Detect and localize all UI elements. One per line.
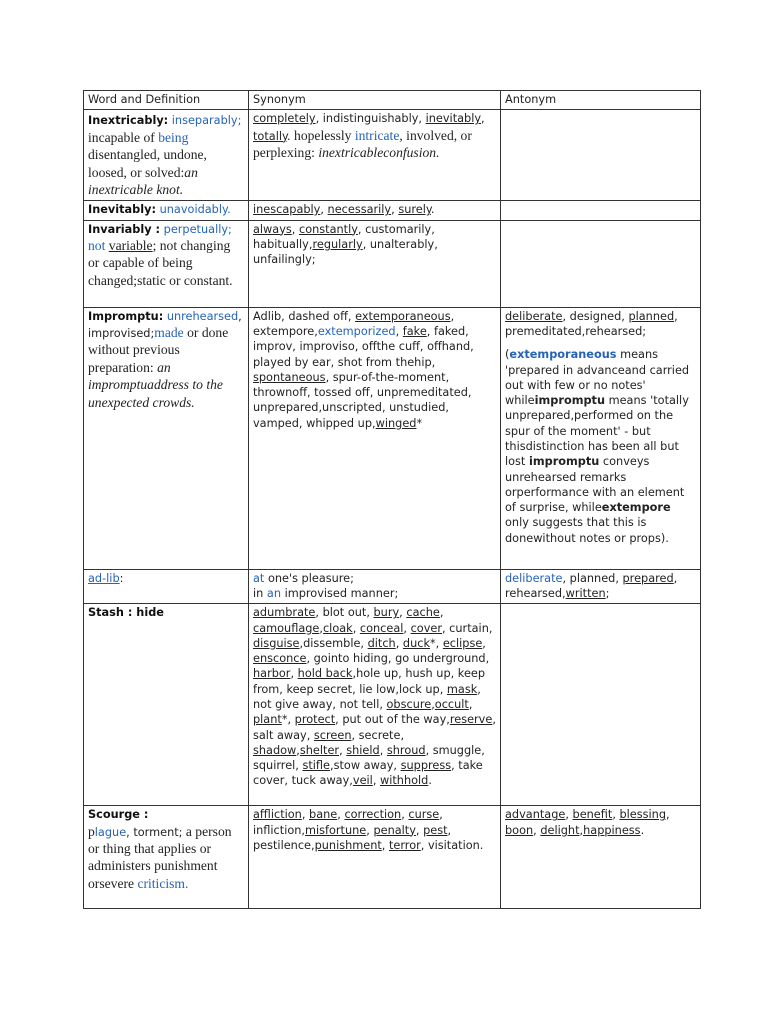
table-row <box>84 201 701 220</box>
text-segment: , <box>291 222 299 236</box>
linked-word: necessarily <box>327 203 392 217</box>
text-segment: conveys unrehearsed remarks orperformance with an element of surprise, while <box>505 455 685 515</box>
linked-word: totally <box>253 129 288 143</box>
text-segment: , improvised; <box>88 309 242 340</box>
linked-word: shield <box>346 743 380 757</box>
linked-word: delight <box>540 823 580 837</box>
antonym-cell <box>501 806 701 909</box>
text-segment: , <box>401 808 409 822</box>
text-segment: , <box>565 808 573 822</box>
text-segment: *, <box>281 713 295 727</box>
linked-word: curse <box>408 808 440 822</box>
text-segment: , <box>415 823 424 837</box>
linked-word: shelter <box>299 743 340 757</box>
text-segment: , smuggle, squirrel, <box>253 743 485 773</box>
text-segment: ,stow away, <box>330 759 401 773</box>
text-segment: , customarily, habitually, <box>253 222 435 251</box>
vocabulary-table <box>83 90 701 909</box>
text-segment: ( <box>505 348 510 362</box>
text-segment: inextricableconfusion. <box>318 145 440 160</box>
text-segment: being <box>158 129 189 145</box>
text-segment: , <box>399 606 407 620</box>
linked-word: cover <box>410 621 442 635</box>
synonym-cell <box>249 569 501 604</box>
text-segment: not <box>88 237 106 253</box>
linked-word: mask <box>446 682 478 696</box>
text-segment: , <box>395 324 403 338</box>
text-segment: , <box>391 203 399 217</box>
linked-word: duck <box>402 636 430 650</box>
linked-word: regularly <box>312 237 363 251</box>
text-segment: , salt away, <box>253 713 496 742</box>
text-segment: means 'totally unprepared,performed on the spur of the moment' - but thisdistinction has been all but lost <box>505 394 689 469</box>
text-segment: perpetually; <box>163 222 232 236</box>
linked-word: cloak <box>322 621 353 635</box>
text-segment: , take cover, tuck away, <box>253 759 483 788</box>
text-segment: hopelessly <box>290 127 355 143</box>
header-synonym: Synonym <box>249 91 501 110</box>
linked-word: planned <box>628 309 675 323</box>
linked-word: affliction <box>253 808 302 822</box>
word-term: Scourge : <box>88 808 149 822</box>
linked-word: variable <box>108 237 153 253</box>
table-row <box>84 604 701 806</box>
linked-word: prepared <box>622 571 674 585</box>
text-segment: at <box>253 571 265 585</box>
synonym-cell <box>249 220 501 307</box>
text-segment: , rehearsed, <box>505 571 678 600</box>
text-segment: , torment; <box>126 825 183 839</box>
text-segment: , <box>403 621 411 635</box>
antonym-cell <box>501 220 701 307</box>
text-segment: , planned, <box>562 571 623 585</box>
table-row <box>84 806 701 909</box>
definition-text <box>88 823 232 891</box>
text-segment: . <box>428 774 432 788</box>
word-definition-cell <box>84 220 249 307</box>
text-segment: * <box>416 416 423 430</box>
paragraph-break <box>505 339 696 347</box>
definition-text <box>88 572 123 585</box>
linked-word: happiness <box>583 823 641 837</box>
linked-word: stifle <box>302 759 330 773</box>
text-segment: Adlib, dashed off, <box>253 309 356 323</box>
synonym-cell <box>249 806 501 909</box>
text-segment: extempore <box>601 501 671 515</box>
text-segment: impromptu <box>534 394 606 408</box>
text-segment: criticism. <box>137 875 189 891</box>
linked-word: pest <box>423 823 448 837</box>
linked-word: cache <box>406 606 440 620</box>
text-segment: extemporaneous <box>509 348 617 362</box>
text-segment: a person or thing that applies or administers punishment orsevere <box>88 823 232 891</box>
linked-word: penalty <box>373 823 416 837</box>
text-segment: , <box>319 621 323 635</box>
text-segment: . <box>640 823 645 837</box>
header-word-definition: Word and Definition <box>84 91 249 110</box>
text-segment: , <box>482 636 486 650</box>
text-segment: , designed, <box>562 309 629 323</box>
linked-word: written <box>565 586 606 600</box>
linked-word: always <box>253 222 292 236</box>
word-term: Impromptu: <box>88 309 164 323</box>
linked-word: withhold <box>380 774 429 788</box>
word-definition-cell <box>84 806 249 909</box>
text-segment: *, <box>430 636 443 650</box>
linked-word: spontaneous <box>253 370 326 384</box>
text-segment: ; <box>605 586 610 600</box>
antonym-cell <box>501 604 701 806</box>
text-segment: , unalterably, unfailingly; <box>253 237 438 267</box>
text-segment: p <box>88 823 95 839</box>
text-segment: lague <box>94 825 127 839</box>
linked-word: inevitably <box>425 112 482 126</box>
text-segment: , <box>366 823 374 837</box>
text-segment: , <box>481 112 485 126</box>
linked-word: misfortune <box>305 823 367 837</box>
text-segment: , blot out, <box>315 606 374 620</box>
linked-word: benefit <box>572 808 613 822</box>
linked-word: obscure <box>386 698 432 711</box>
text-segment: , not give away, not tell, <box>253 682 481 711</box>
text-segment: only suggests that this is donewithout notes or props). <box>505 516 669 545</box>
text-segment: disentangled, undone, loosed, or solved: <box>88 147 207 180</box>
text-segment: made <box>154 324 184 340</box>
text-segment: deliberate <box>505 571 563 585</box>
linked-word: reserve <box>449 713 493 727</box>
linked-word: fake <box>402 324 427 338</box>
text-segment: , visitation. <box>420 838 484 852</box>
linked-word: shroud <box>386 743 426 757</box>
text-segment: , <box>439 606 444 620</box>
text-segment: , <box>666 808 670 822</box>
linked-word: camouflage <box>253 621 320 635</box>
linked-word: adumbrate <box>253 606 316 620</box>
linked-word: protect <box>294 713 336 727</box>
word-term: Inextricably: <box>88 114 169 128</box>
word-definition-cell <box>84 201 249 220</box>
text-segment: . <box>430 203 435 217</box>
linked-word: screen <box>313 728 352 742</box>
synonym-cell <box>249 201 501 220</box>
definition-text <box>88 310 242 410</box>
text-segment: , gointo hiding, go underground, <box>306 652 490 666</box>
linked-word: advantage <box>505 808 566 822</box>
linked-word: hold back <box>297 667 353 681</box>
linked-word: correction <box>344 808 402 822</box>
word-term: Invariably : <box>88 222 161 236</box>
text-segment: , <box>468 698 473 711</box>
text-segment: , <box>431 698 435 711</box>
table-row <box>84 220 701 307</box>
word-definition-cell <box>84 604 249 806</box>
text-segment: improvised manner; <box>280 586 399 600</box>
text-segment: , <box>337 808 345 822</box>
text-segment: . <box>287 129 291 143</box>
text-segment: , secrete, <box>351 728 405 742</box>
text-segment: , <box>301 808 310 822</box>
linked-word: deliberate <box>505 309 563 323</box>
text-segment: , faked, improv, improviso, offthe cuff, offhand, played by ear, shot from thehip, <box>253 324 474 369</box>
text-segment: impromptu <box>528 455 600 469</box>
definition-text <box>156 203 231 216</box>
text-segment: , indistinguishably, <box>315 112 426 126</box>
linked-word: bury <box>373 606 400 620</box>
synonym-cell <box>249 604 501 806</box>
header-antonym: Antonym <box>501 91 701 110</box>
text-segment: unavoidably. <box>159 203 231 217</box>
word-definition-cell <box>84 307 249 569</box>
linked-word: conceal <box>359 621 404 635</box>
text-segment: , <box>296 743 300 757</box>
text-segment: , put out of the way, <box>335 713 450 727</box>
text-segment: extemporized <box>317 324 396 338</box>
word-definition-cell <box>84 569 249 604</box>
table-row <box>84 307 701 569</box>
text-segment: inseparably; <box>171 114 242 128</box>
linked-word: ensconce <box>253 652 307 666</box>
linked-word: bane <box>309 808 338 822</box>
word-term: Stash : hide <box>88 606 164 620</box>
text-segment: , pestilence, <box>253 823 452 852</box>
text-segment: , <box>352 621 360 635</box>
text-segment: an <box>266 586 281 600</box>
synonym-cell <box>249 110 501 201</box>
text-segment: , spur-of-the-moment, thrownoff, tossed off, unpremeditated, unprepared,unscripted, unstudied, vamped, whipped up, <box>253 370 472 430</box>
text-segment: incapable of <box>88 129 159 145</box>
text-segment: in <box>253 586 267 600</box>
text-segment: one's pleasure; <box>264 571 354 585</box>
antonym-cell <box>501 307 701 569</box>
linked-word: constantly <box>298 222 358 236</box>
text-segment: , <box>379 743 387 757</box>
text-segment: , <box>612 808 620 822</box>
text-segment: : <box>119 571 124 585</box>
linked-word: plant <box>253 713 282 727</box>
word-definition-cell <box>84 110 249 201</box>
linked-word: ad-lib <box>88 571 120 585</box>
text-segment: , <box>381 838 389 852</box>
linked-word: suppress <box>400 759 452 773</box>
linked-word: harbor <box>253 667 291 681</box>
linked-word: winged <box>375 416 417 430</box>
text-segment: , <box>290 667 298 681</box>
text-segment: , infliction, <box>253 808 443 837</box>
text-segment: , premeditated,rehearsed; <box>505 309 678 338</box>
linked-word: occult <box>434 698 469 711</box>
text-segment: , extempore, <box>253 309 455 338</box>
text-segment: , <box>395 636 403 650</box>
text-segment: an impromptuaddress to the unexpected crowds. <box>88 359 223 410</box>
antonym-cell <box>501 569 701 604</box>
linked-word: surely <box>398 203 431 217</box>
synonym-cell <box>249 307 501 569</box>
text-segment: , <box>339 743 347 757</box>
word-term: Inevitably: <box>88 203 157 217</box>
table-row <box>84 110 701 201</box>
text-segment: , curtain, <box>442 621 493 635</box>
antonym-cell <box>501 201 701 220</box>
text-segment: ; not changing or capable of being changed;static or constant. <box>88 237 233 288</box>
text-segment: intricate <box>354 127 400 143</box>
text-segment: , <box>533 823 541 837</box>
linked-word: inescapably <box>253 203 321 217</box>
linked-word: completely <box>253 112 316 126</box>
text-segment: or done without previous preparation: <box>88 324 229 375</box>
antonym-cell <box>501 110 701 201</box>
linked-word: punishment <box>314 838 382 852</box>
linked-word: disguise <box>253 636 300 650</box>
linked-word: extemporaneous <box>355 309 451 323</box>
text-segment: , <box>372 774 380 788</box>
text-segment: ,dissemble, <box>299 636 368 650</box>
table-row <box>84 569 701 604</box>
linked-word: boon <box>505 823 534 837</box>
linked-word: blessing <box>619 808 667 822</box>
text-segment: , <box>579 823 584 837</box>
linked-word: eclipse <box>442 636 483 650</box>
text-segment: , <box>320 203 328 217</box>
text-segment: unrehearsed <box>166 309 239 323</box>
linked-word: shadow <box>253 743 297 757</box>
text-segment: means 'prepared in advanceand carried out with few or no notes' while <box>505 348 690 408</box>
linked-word: terror <box>388 838 421 852</box>
text-segment: an inextricable knot. <box>88 164 198 197</box>
header-row <box>84 91 701 110</box>
linked-word: veil <box>352 774 373 788</box>
linked-word: ditch <box>367 636 396 650</box>
text-segment: , involved, or perplexing: <box>253 127 472 160</box>
text-segment: ,hole up, hush up, keep from, keep secret, lie low,lock up, <box>253 667 486 696</box>
